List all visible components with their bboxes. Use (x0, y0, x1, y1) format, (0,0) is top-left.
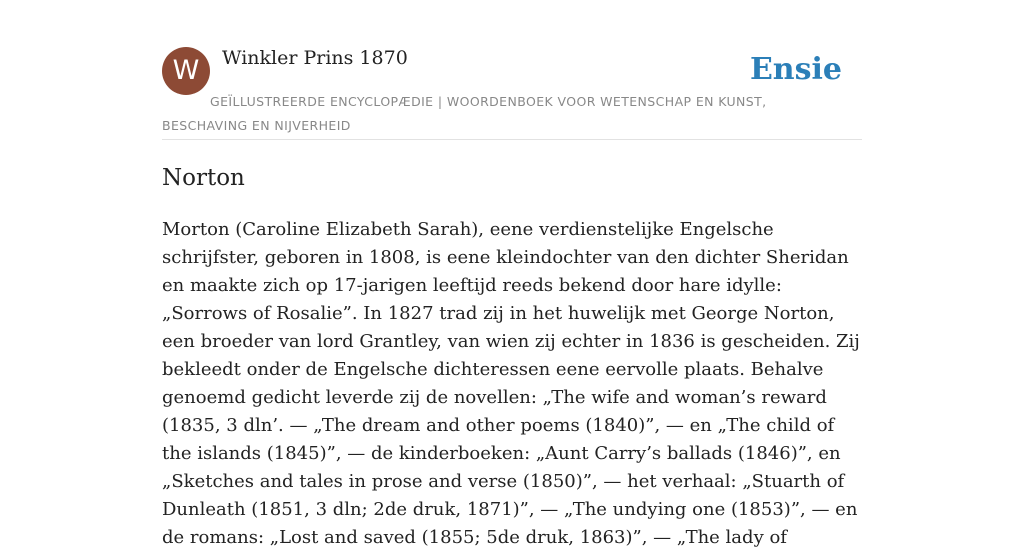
source-title[interactable]: Winkler Prins 1870 (222, 47, 408, 69)
entry-body: Morton (Caroline Elizabeth Sarah), eene verdienstelijke Engelsche schrijfster, geboren in 1808, is eene kleindochter van den dichter Sheridan en maakte zich op 17-jarigen leeftijd reeds bekend door hare idylle: „Sorrows of Rosalie”. In 1827 trad zij in het huwelijk met George Norton, een broeder van lord Grantley, van wien zij echter in 1836 is gescheiden. Zij bekleedt onder de Engelsche dichteressen eene eervolle plaats. Behalve genoemd gedicht leverde zij de novellen: „The wife and woman’s reward (1835, 3 dln’. — „The dream and other poems (1840)”, — en „The child of the islands (1845)”, — de kinderboeken: „Aunt Carry’s ballads (1846)”, en „Sketches and tales in prose and verse (1850)”, — het verhaal: „Stuarth of Dunleath (1851, 3 dln; 2de druk, 1871)”, — „The undying one (1853)”, — en de romans: „Lost and saved (1855; 5de druk, 1863)”, — „The lady of (162, 219, 860, 548)
source-avatar[interactable]: W (162, 47, 210, 95)
entry-title: Norton (162, 165, 245, 191)
source-subtitle: GEÏLLUSTREERDE ENCYCLOPÆDIE | WOORDENBOEK VOOR WETENSCHAP EN KUNST, BESCHAVING EN NIJVERHEID (162, 94, 767, 133)
ensie-logo[interactable]: Ensie (749, 52, 842, 87)
header-divider (162, 139, 862, 140)
